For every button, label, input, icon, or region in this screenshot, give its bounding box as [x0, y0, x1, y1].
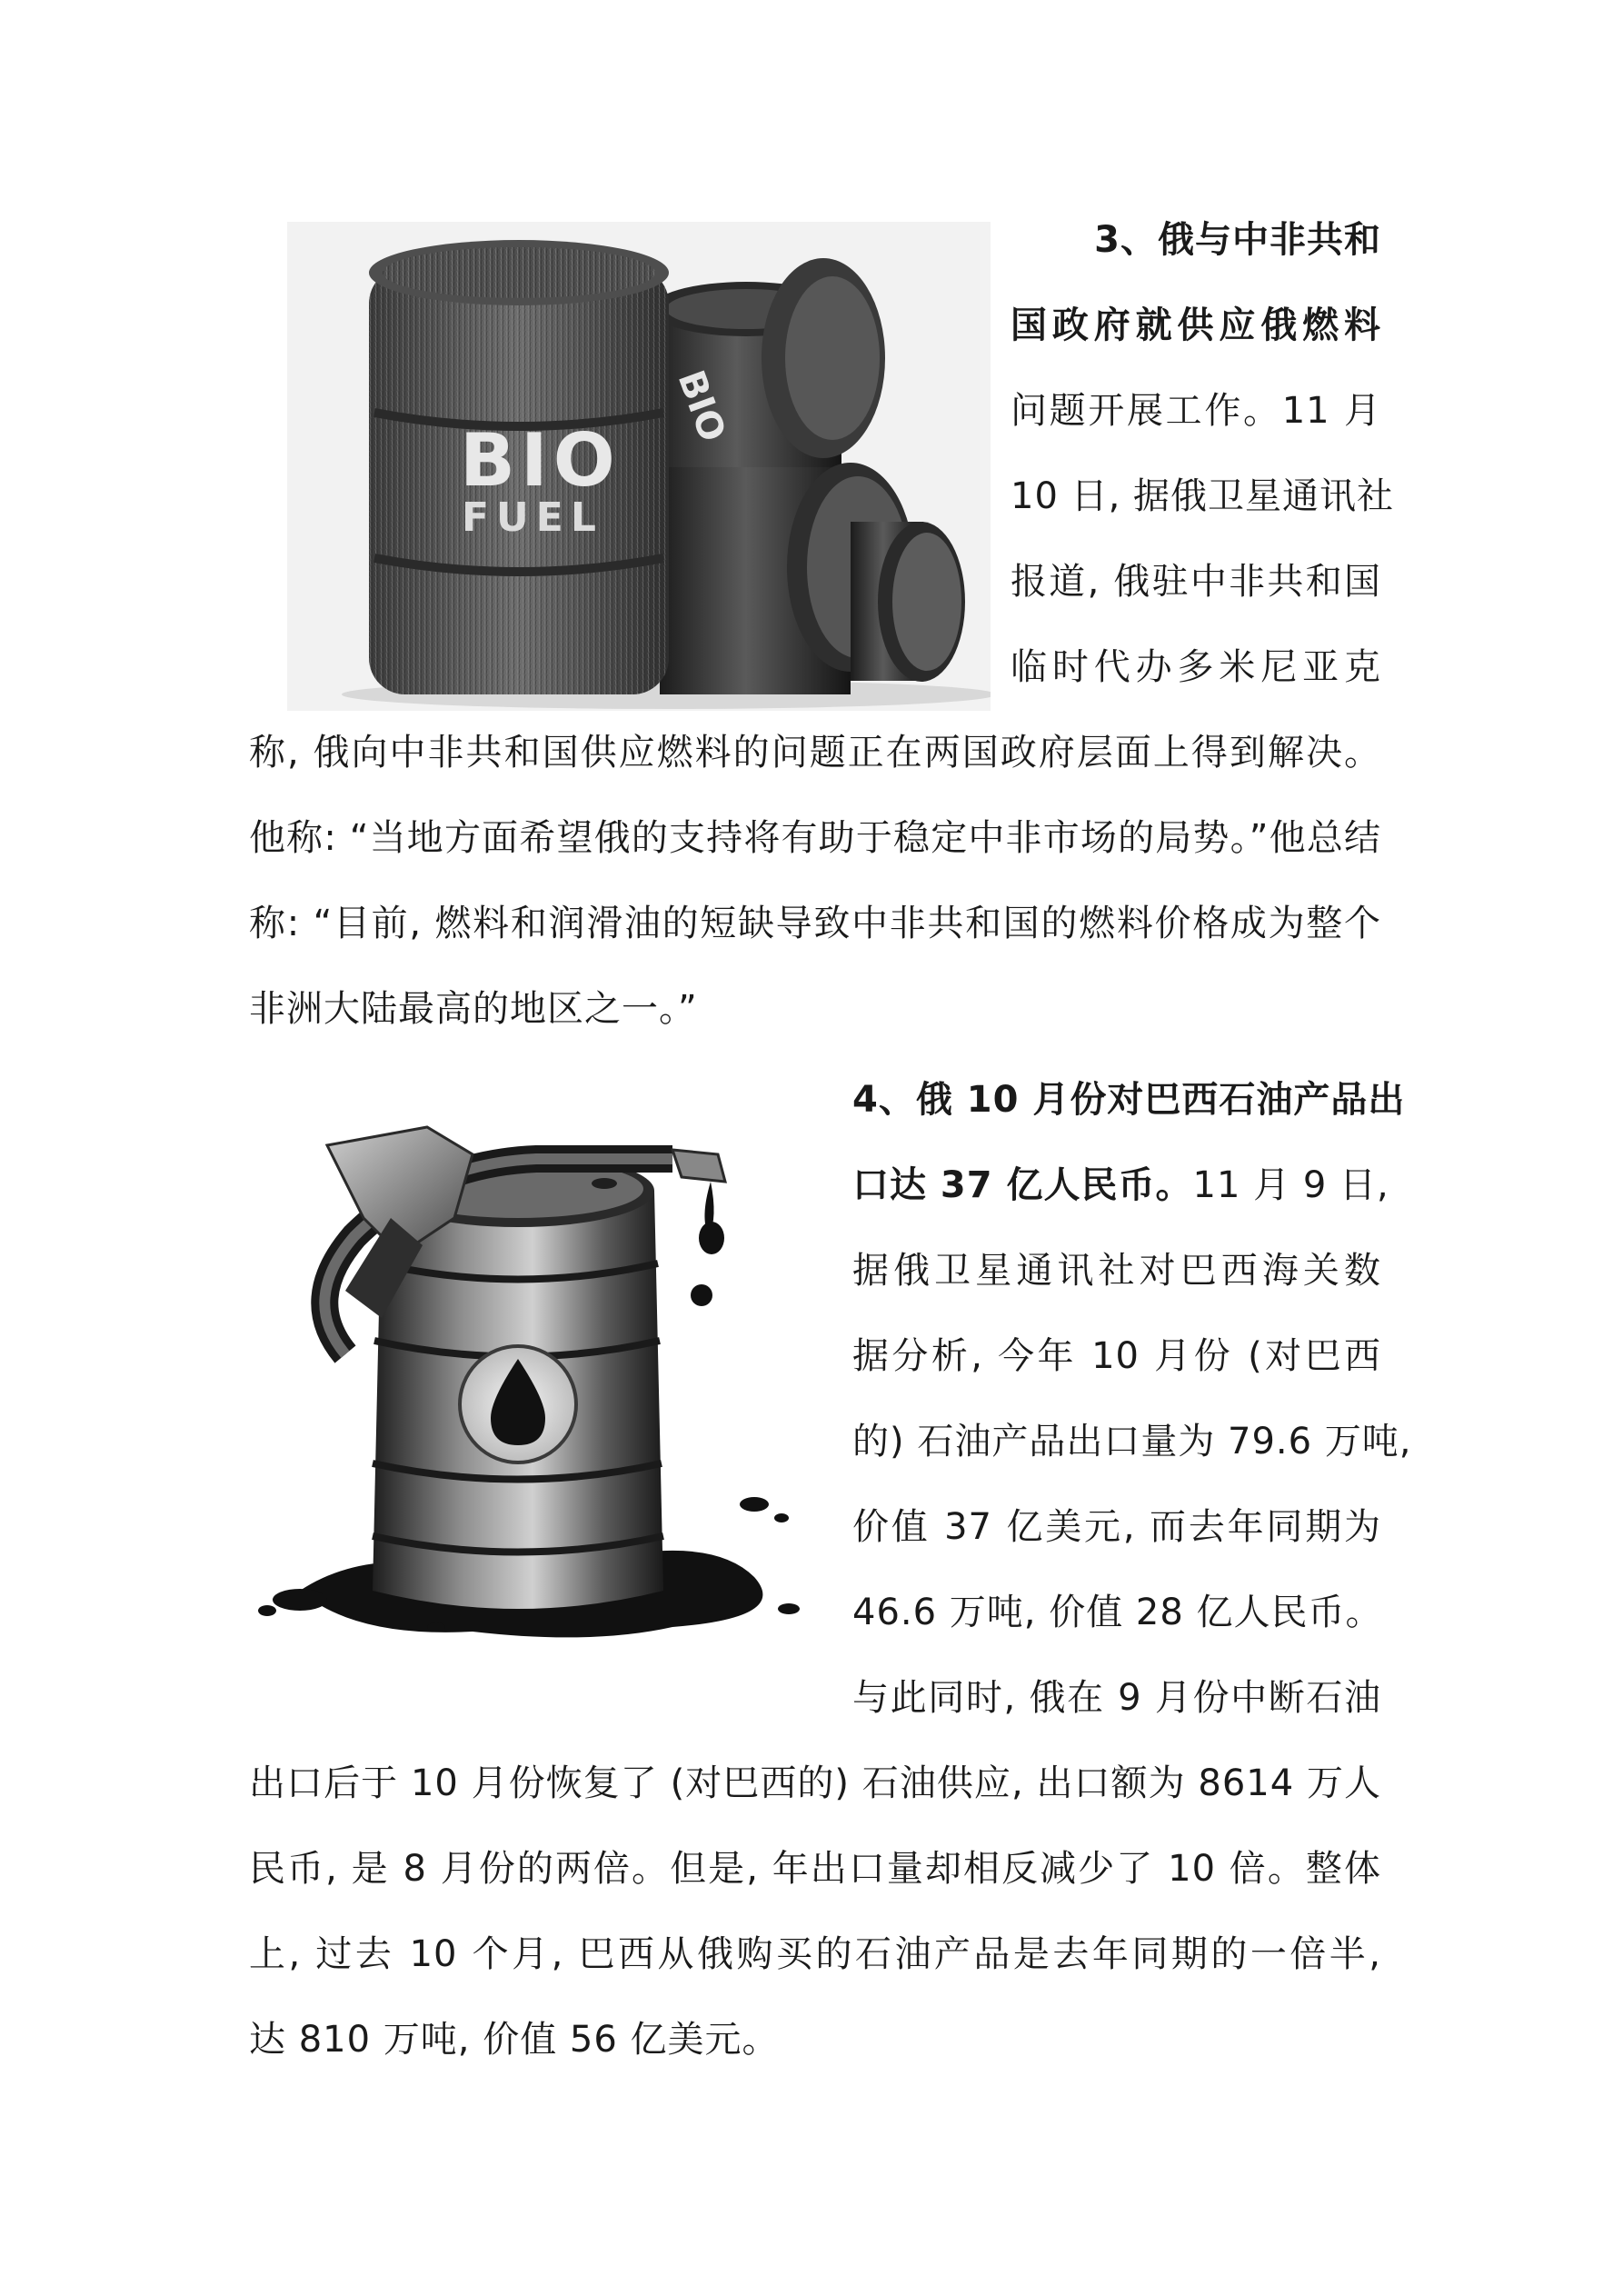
section4-line7: 46.6 万吨, 价值 28 亿人民币。	[852, 1592, 1383, 1633]
biofuel-barrels-image	[287, 222, 991, 711]
section3-line10: 非洲大陆最高的地区之一。”	[249, 988, 698, 1030]
section3-line9: 称: “目前, 燃料和润滑油的短缺导致中非共和国的燃料价格成为整个	[249, 903, 1381, 944]
biofuel-side-label: BIO	[669, 364, 733, 448]
biofuel-label-bio: BIO	[460, 418, 621, 503]
section4-line5: 的) 石油产品出口量为 79.6 万吨,	[852, 1421, 1412, 1462]
section4-line12: 达 810 万吨, 价值 56 亿美元。	[249, 2019, 780, 2061]
section4-line9: 出口后于 10 月份恢复了 (对巴西的) 石油供应, 出口额为 8614 万人	[249, 1762, 1381, 1804]
section4-line3: 据俄卫星通讯社对巴西海关数	[852, 1250, 1381, 1292]
section3-line8: 他称: “当地方面希望俄的支持将有助于稳定中非市场的局势。”他总结	[249, 817, 1381, 859]
section3-line3	[1011, 385, 1381, 436]
section4-line2	[852, 1160, 1389, 1211]
section4-heading: 4、俄 10 月份对巴西石油产品出	[852, 1079, 1406, 1121]
section4-line4: 据分析, 今年 10 月份 (对巴西	[852, 1335, 1381, 1377]
section4-line11: 上, 过去 10 个月, 巴西从俄购买的石油产品是去年同期的一倍半,	[249, 1933, 1381, 1975]
section4-line6: 价值 37 亿美元, 而去年同期为	[852, 1506, 1381, 1548]
section4-line10: 民币, 是 8 月份的两倍。但是, 年出口量却相反减少了 10 倍。整体	[249, 1848, 1381, 1890]
section3-heading: 3、俄与中非共和	[1094, 219, 1381, 261]
section3-line6: 临时代办多米尼亚克	[1011, 646, 1381, 688]
biofuel-label-fuel: FUEL	[462, 494, 603, 541]
section3-line5: 报道, 俄驻中非共和国	[1011, 561, 1381, 603]
section4-line2-date: 11 月 9 日,	[1192, 1164, 1389, 1206]
section3-line3-text: 问题开展工作。11 月	[1011, 390, 1381, 432]
section3-line7: 称, 俄向中非共和国供应燃料的问题正在两国政府层面上得到解决。	[249, 732, 1381, 774]
oil-barrel-nozzle-image	[245, 1082, 827, 1654]
section4-line8: 与此同时, 俄在 9 月份中断石油	[852, 1677, 1381, 1719]
section3-heading-line2: 国政府就供应俄燃料	[1011, 304, 1381, 346]
section4-heading-end: 口达 37 亿人民币。	[852, 1164, 1193, 1206]
section3-line4: 10 日, 据俄卫星通讯社	[1011, 475, 1395, 517]
